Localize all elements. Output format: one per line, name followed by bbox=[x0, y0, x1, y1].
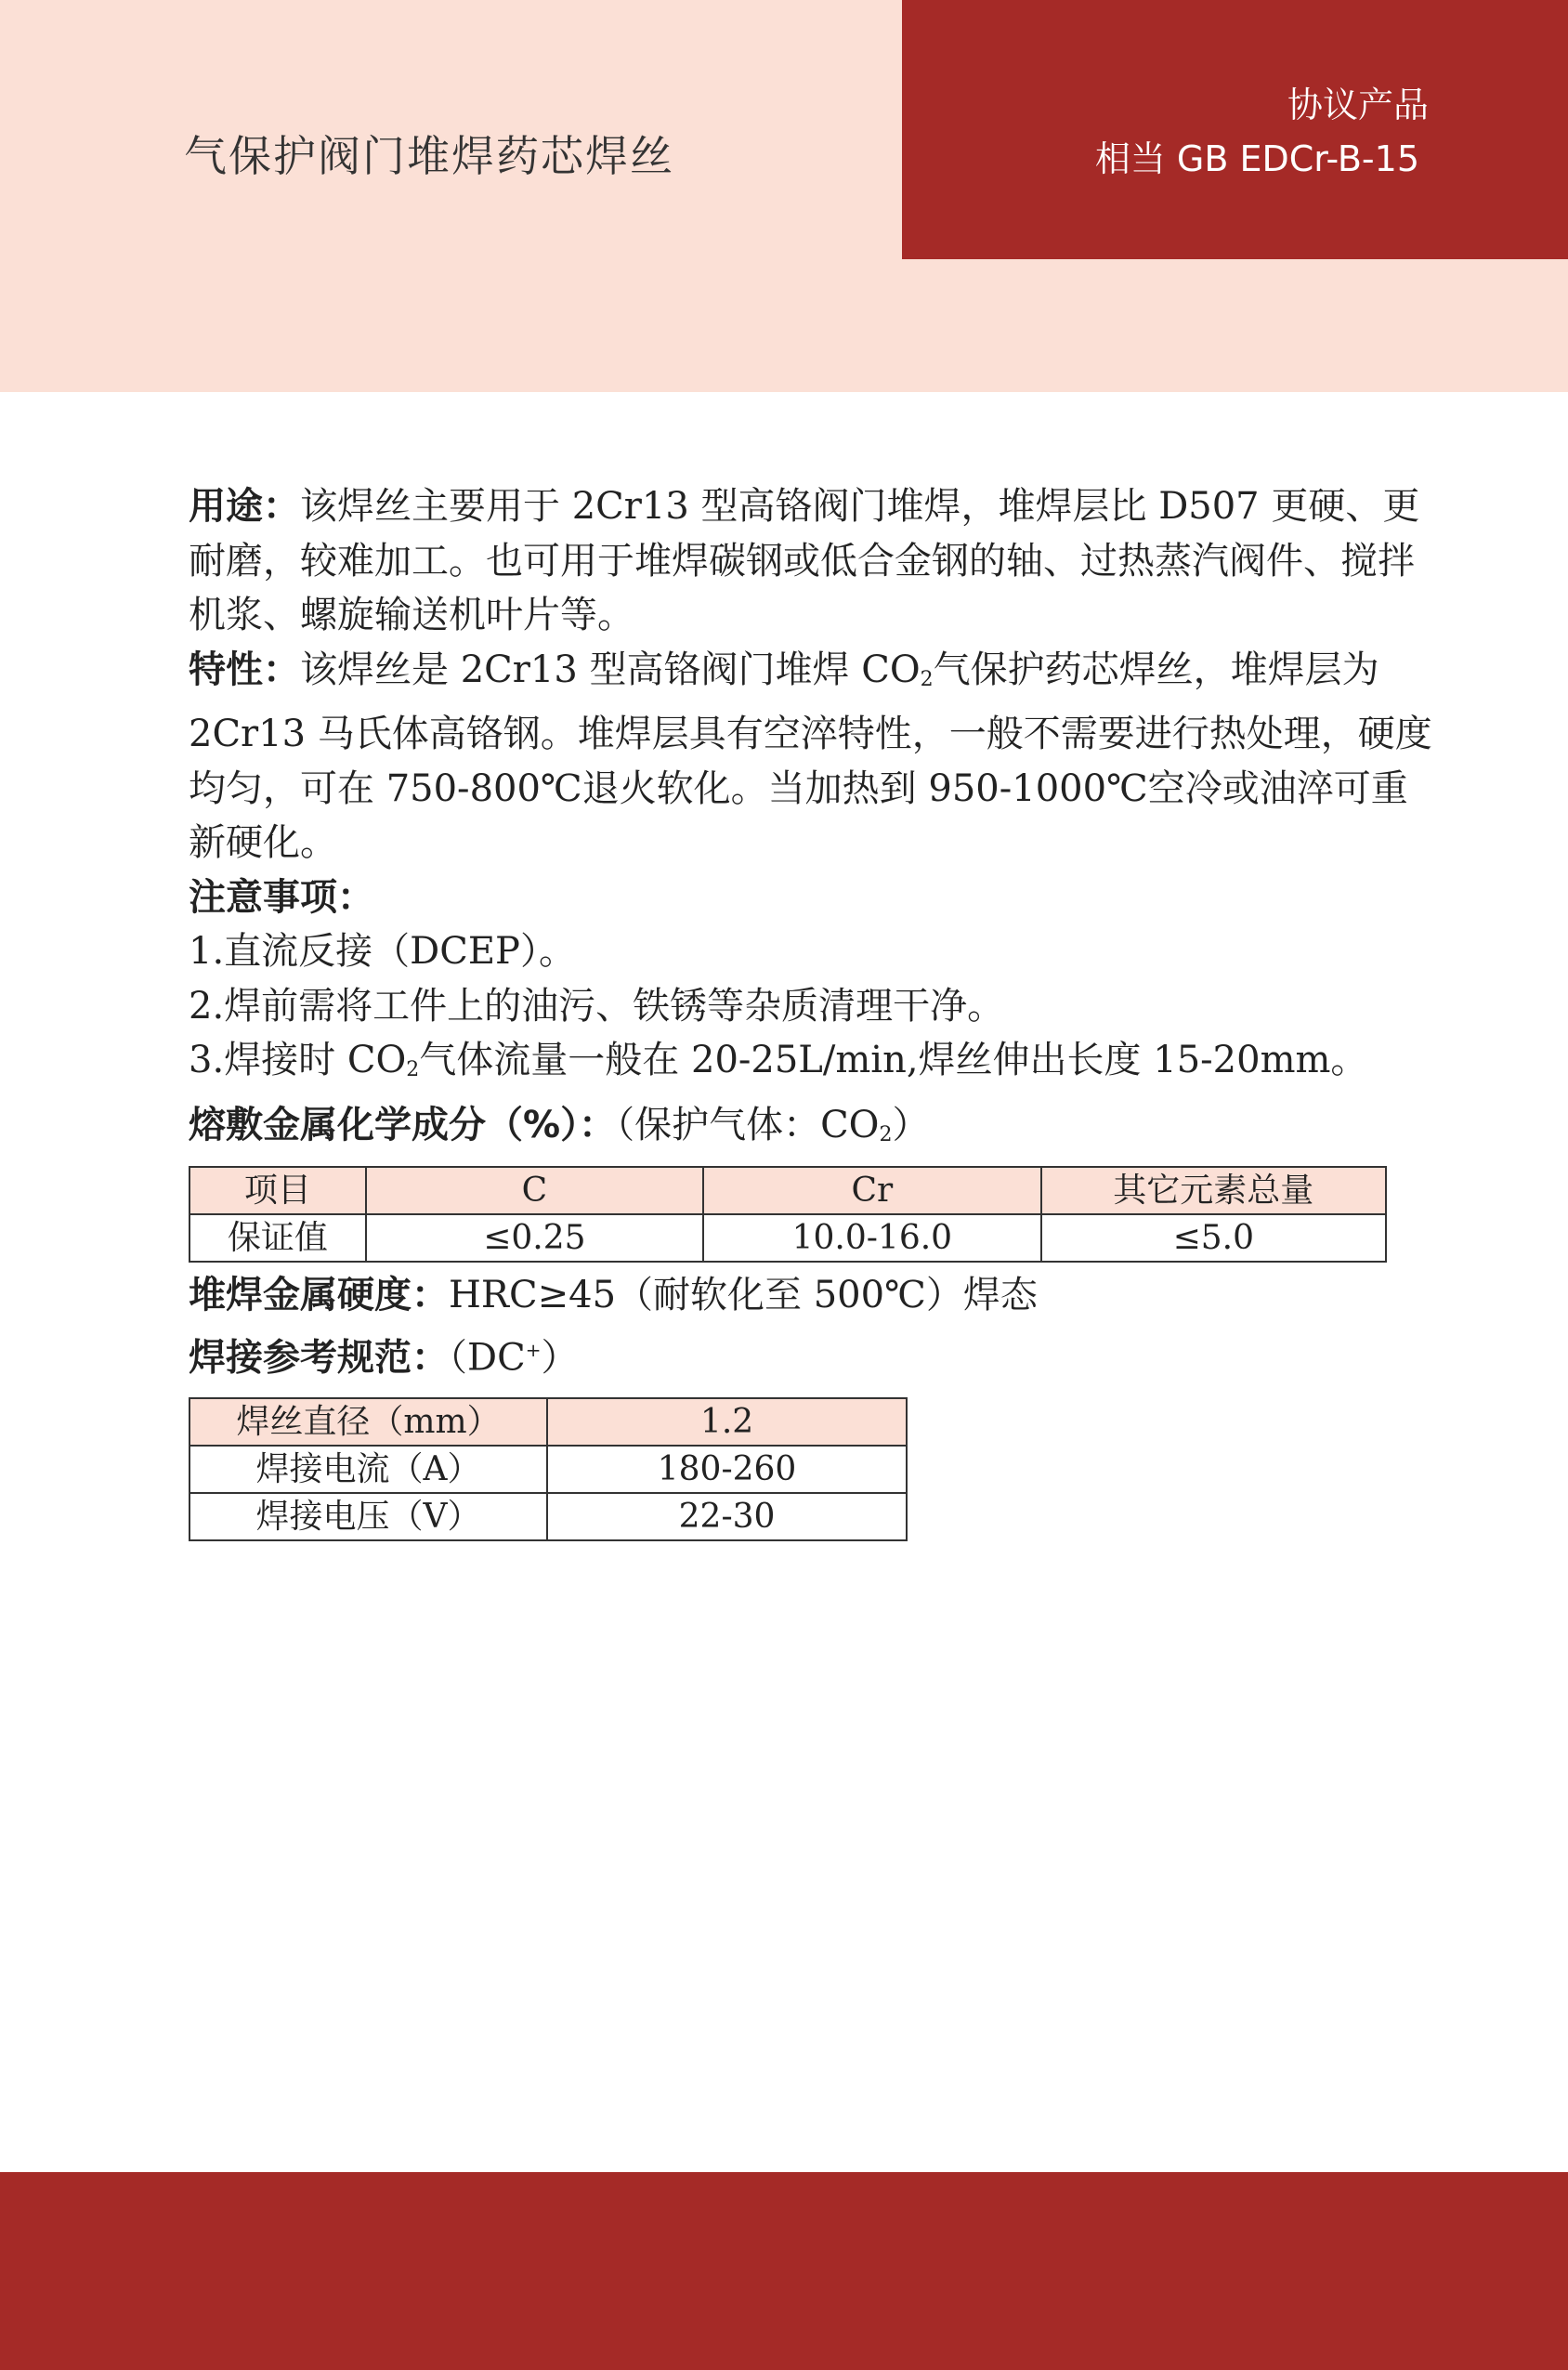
table-cell: 保证值 bbox=[189, 1214, 366, 1262]
table-cell: 焊丝直径（mm） bbox=[189, 1398, 547, 1446]
table-cell: ≤0.25 bbox=[366, 1214, 703, 1262]
header-cell: Cr bbox=[703, 1167, 1040, 1214]
features-text-2: 气保护药芯焊丝，堆焊层为 2Cr13 马氏体高铬钢。堆焊层具有空淬特性，一般不需要进行热处理，硬度均匀，可在 750-800℃退火软化。当加热到 950-1000℃空冷或油淬可重新硬化。 bbox=[189, 648, 1432, 864]
note-item-3-a: 3.焊接时 CO bbox=[189, 1039, 407, 1081]
header-cell: 项目 bbox=[189, 1167, 366, 1214]
table-cell: 1.2 bbox=[547, 1398, 907, 1446]
note-item-1: 1.直流反接（DCEP）。 bbox=[189, 930, 576, 973]
usage-paragraph bbox=[189, 479, 1433, 643]
dc-sup: + bbox=[525, 1338, 542, 1361]
standard-code: 相当 GB EDCr-B-15 bbox=[1094, 138, 1419, 179]
hardness-label: 堆焊金属硬度： bbox=[189, 1274, 449, 1316]
gas-sub: 2 bbox=[879, 1122, 893, 1146]
header-cell: 其它元素总量 bbox=[1041, 1167, 1386, 1214]
dc-a: （DC bbox=[449, 1335, 526, 1379]
features-label: 特性： bbox=[189, 648, 300, 691]
table-row bbox=[189, 1214, 1386, 1262]
dc-b: ） bbox=[541, 1335, 579, 1379]
gas-b: ） bbox=[892, 1103, 930, 1146]
table-cell: 10.0-16.0 bbox=[703, 1214, 1040, 1262]
features-text-1: 该焊丝是 2Cr13 型高铬阀门堆焊 CO bbox=[300, 648, 921, 691]
composition-table bbox=[189, 1166, 1387, 1263]
usage-label: 用途： bbox=[189, 485, 300, 528]
hardness-text: HRC≥45（耐软化至 500℃）焊态 bbox=[449, 1274, 1038, 1316]
features-paragraph bbox=[189, 643, 1433, 871]
hardness-line bbox=[189, 1268, 1433, 1323]
notes-label: 注意事项： bbox=[189, 875, 374, 919]
table-row bbox=[189, 1493, 907, 1540]
footer-band bbox=[0, 2172, 1568, 2370]
note-item-2: 2.焊前需将工件上的油污、铁锈等杂质清理干净。 bbox=[189, 984, 1005, 1028]
product-tag: 协议产品 bbox=[1287, 85, 1429, 125]
composition-heading bbox=[189, 1098, 1433, 1163]
note-item-3-b: 气体流量一般在 20-25L/min,焊丝伸出长度 15-20mm。 bbox=[419, 1039, 1368, 1081]
content bbox=[189, 479, 1433, 1547]
composition-label: 熔敷金属化学成分（%）： bbox=[189, 1103, 617, 1146]
features-sub: 2 bbox=[920, 667, 934, 691]
table-cell: 焊接电流（A） bbox=[189, 1446, 547, 1493]
welding-table bbox=[189, 1397, 908, 1541]
note-item-3 bbox=[189, 1033, 1433, 1098]
table-row bbox=[189, 1446, 907, 1493]
table-cell: ≤5.0 bbox=[1041, 1214, 1386, 1262]
table-cell: 焊接电压（V） bbox=[189, 1493, 547, 1540]
table-row bbox=[189, 1398, 907, 1446]
welding-heading bbox=[189, 1323, 1433, 1385]
note-item-3-sub: 2 bbox=[406, 1058, 420, 1081]
gas-a: （保护气体：CO bbox=[616, 1103, 880, 1146]
welding-label: 焊接参考规范： bbox=[189, 1335, 449, 1379]
usage-text: 该焊丝主要用于 2Cr13 型高铬阀门堆焊，堆焊层比 D507 更硬、更耐磨，较难加工。也可用于堆焊碳钢或低合金钢的轴、过热蒸汽阀件、搅拌机浆、螺旋输送机叶片等。 bbox=[189, 485, 1420, 636]
header-cell: C bbox=[366, 1167, 703, 1214]
table-cell: 22-30 bbox=[547, 1493, 907, 1540]
table-header-row bbox=[189, 1167, 1386, 1214]
header-tag-box bbox=[902, 0, 1568, 259]
page-title: 气保护阀门堆焊药芯焊丝 bbox=[184, 131, 674, 181]
table-cell: 180-260 bbox=[547, 1446, 907, 1493]
